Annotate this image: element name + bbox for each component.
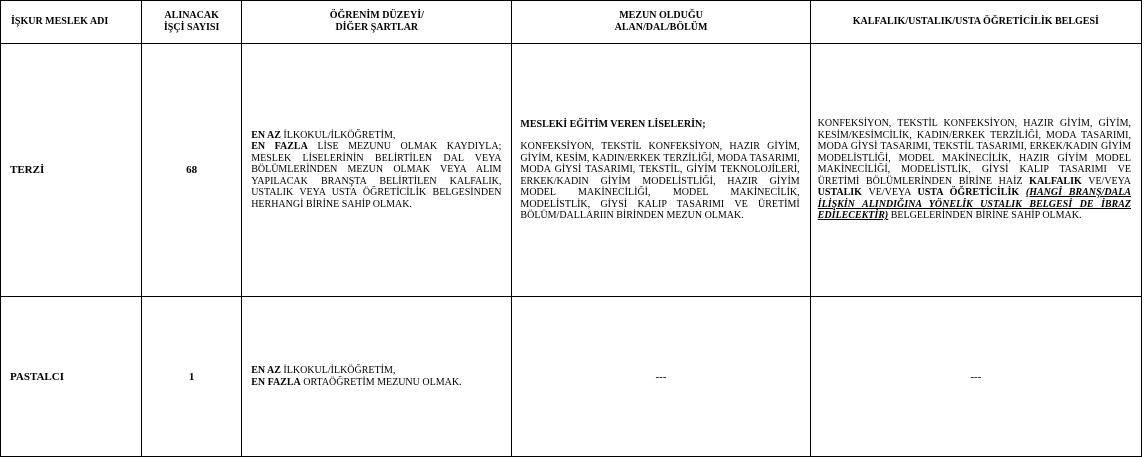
header-graduated-field: MEZUN OLDUĞU ALAN/DAL/BÖLÜM: [512, 1, 810, 44]
table-row: [1, 44, 1142, 297]
job-name: PASTALCI: [1, 297, 142, 457]
certificate-note: (HANGİ BRANŞ/DALA İLİŞKİN ALINDIĞINA YÖNELİK USTALIK BELGESİ DE İBRAZ EDİLECEKTİR): [817, 187, 1132, 222]
header-row: [1, 1, 1142, 44]
header-certificate: KALFALIK/USTALIK/USTA ÖĞRETİCİLİK BELGESİ: [810, 1, 1141, 44]
graduated-field-text: KONFEKSİYON, TEKSTİL KONFEKSİYON, HAZIR GİYİM, GİYİM, KESİM, KADIN/ERKEK TERZİLİĞİ, MODA TASARIMI, MODA GİYSİ TASARIMI, TEKSTİL, GİYİM TEKNOLOJİLERİ, ERKEK/KADIN GİYİM MODELİSTLİĞİ, HAZIR GİYİM MODEL MAKİNECİLİĞİ, MODEL MAKİNECİLİK, MODELİSTLİK, GİYSİ KALIP TASARIMI VE ÜRETİMİ BÖLÜM/DALLARIIN BİRİNDEN MEZUN OLMAK.: [520, 141, 800, 221]
graduated-field-heading: MESLEKİ EĞİTİM VEREN LİSELERİN;: [520, 118, 706, 130]
worker-count: 1: [142, 297, 242, 457]
education-requirements: EN AZ İLKOKUL/İLKÖĞRETİM, EN FAZLA ORTAÖĞRETİM MEZUNU OLMAK.: [242, 297, 512, 457]
job-name: TERZİ: [1, 44, 142, 297]
table-row: [1, 297, 1142, 457]
worker-count: 68: [142, 44, 242, 297]
graduated-field-empty: ---: [512, 297, 810, 457]
header-job-name: İŞKUR MESLEK ADI: [1, 1, 142, 44]
header-education: ÖĞRENİM DÜZEYİ/ DİĞER ŞARTLAR: [242, 1, 512, 44]
certificate-empty: ---: [810, 297, 1141, 457]
education-requirements: EN AZ İLKOKUL/İLKÖĞRETİM, EN FAZLA LİSE MEZUNU OLMAK KAYDIYLA; MESLEK LİSELERİNİN BELİRTİLEN DAL VEYA BÖLÜMLERİNDEN MEZUN OLMAK VEYA ALIM YAPILACAK BRANŞTA BELİRTİLEN KALFALIK, USTALIK VEYA USTA ÖĞRETİCİLİK BELGESİNDEN HERHANGİ BİRİNE SAHİP OLMAK.: [242, 44, 512, 297]
graduated-field: [512, 44, 810, 297]
certificate-requirements: KONFEKSİYON, TEKSTİL KONFEKSİYON, HAZIR GİYİM, GİYİM, KESİM/KESİMCİLİK, KADIN/ERKEK TERZİLİĞİ, MODA TASARIMI, MODA GİYSİ TASARIMI, TEKSTİL TASARIMI, ERKEK/KADIN GİYİM MODELİSTLİĞİ, MODEL MAKİNECİLİK, HAZIR GİYİM MODEL MAKİNECİLİĞİ, MODELİSTLİK, GİYSİ KALIP TASARIMI VE ÜRETİMİ BÖLÜMLERİNDEN BİRİNE HAİZ KALFALIK VE/VEYA USTALIK VE/VEYA USTA ÖĞRETİCİLİK (HANGİ BRANŞ/DALA İLİŞKİN ALINDIĞINA YÖNELİK USTALIK BELGESİ DE İBRAZ EDİLECEKTİR) BELGELERİNDEN BİRİNE SAHİP OLMAK.: [810, 44, 1141, 297]
header-worker-count: ALINACAK İŞÇİ SAYISI: [142, 1, 242, 44]
